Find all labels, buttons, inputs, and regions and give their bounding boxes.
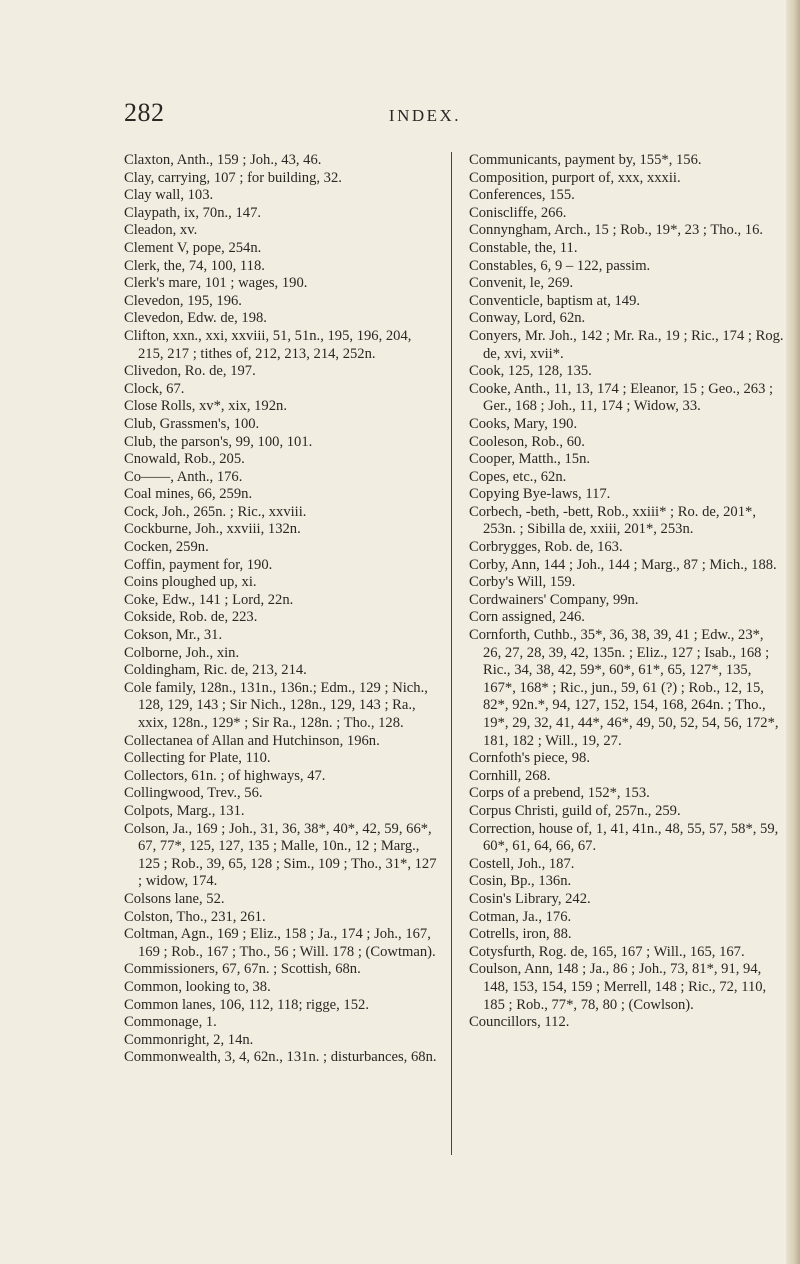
page-header (0, 98, 800, 138)
index-entry: Coldingham, Ric. de, 213, 214. (124, 662, 307, 679)
index-entry: Colson, Ja., 169 ; Joh., 31, 36, 38*, 40*, 42, 59, 66*, 67, 77*, 125, 127, 135 ; Malle, 10n., 12 ; Marg., 125 ; Rob., 39, 65, 128 ; Sim., 109 ; Tho., 31*, 127 ; widow, 174. (124, 820, 437, 890)
index-entry: Clerk, the, 74, 100, 118. (124, 257, 265, 274)
index-entry: Cockburne, Joh., xxviii, 132n. (124, 521, 301, 538)
index-entry: Claypath, ix, 70n., 147. (124, 204, 262, 221)
index-entry: Cokson, Mr., 31. (124, 627, 223, 644)
index-entry: Cocken, 259n. (124, 539, 209, 556)
index-entry: Club, the parson's, 99, 100, 101. (124, 433, 313, 450)
left-column (124, 152, 439, 1067)
index-entry: Cornhill, 268. (469, 767, 551, 784)
index-entry: Costell, Joh., 187. (469, 855, 575, 872)
index-entry: Collectors, 61n. ; of highways, 47. (124, 767, 326, 784)
index-entry: Collingwood, Trev., 56. (124, 785, 263, 802)
page-edge (786, 0, 800, 1264)
index-entry: Copes, etc., 62n. (469, 468, 567, 485)
index-entry: Commissioners, 67, 67n. ; Scottish, 68n. (124, 961, 361, 978)
index-entry: Copying Bye-laws, 117. (469, 486, 611, 503)
index-entry: Cordwainers' Company, 99n. (469, 591, 639, 608)
index-entry: Conyers, Mr. Joh., 142 ; Mr. Ra., 19 ; Ric., 174 ; Rog. de, xvi, xvii*. (469, 327, 784, 362)
index-entry: Co——, Anth., 176. (124, 468, 243, 485)
index-entry: Cock, Joh., 265n. ; Ric., xxviii. (124, 503, 307, 520)
index-entry: Clay wall, 103. (124, 187, 214, 204)
index-entry: Conway, Lord, 62n. (469, 310, 586, 327)
index-entry: Clerk's mare, 101 ; wages, 190. (124, 275, 308, 292)
index-entry: Corbrygges, Rob. de, 163. (469, 539, 623, 556)
right-column (469, 152, 784, 1032)
index-entry: Clement V, pope, 254n. (124, 239, 262, 256)
index-entry: Coffin, payment for, 190. (124, 556, 273, 573)
index-entry: Collecting for Plate, 110. (124, 750, 271, 767)
running-head: INDEX. (388, 106, 462, 125)
index-entry: Close Rolls, xv*, xix, 192n. (124, 398, 287, 415)
index-entry: Cokside, Rob. de, 223. (124, 609, 258, 626)
index-entry: Coke, Edw., 141 ; Lord, 22n. (124, 591, 294, 608)
index-entry: Cotrells, iron, 88. (469, 926, 572, 943)
index-entry: Club, Grassmen's, 100. (124, 415, 260, 432)
index-entry: Councillors, 112. (469, 1014, 570, 1031)
index-entry: Coniscliffe, 266. (469, 204, 567, 221)
index-entry: Claxton, Anth., 159 ; Joh., 43, 46. (124, 152, 322, 168)
index-entry: Coltman, Agn., 169 ; Eliz., 158 ; Ja., 174 ; Joh., 167, 169 ; Rob., 167 ; Tho., 56 ; Will. 178 ; (Cowtman). (124, 926, 436, 960)
index-entry: Corby's Will, 159. (469, 574, 576, 591)
index-entry: Common, looking to, 38. (124, 978, 271, 995)
index-entry: Cleadon, xv. (124, 222, 198, 239)
index-entry: Clifton, xxn., xxi, xxviii, 51, 51n., 195, 196, 204, 215, 217 ; tithes of, 212, 213, 214, 252n. (124, 327, 412, 362)
index-entry: Cosin, Bp., 136n. (469, 873, 572, 890)
index-entry: Cooper, Matth., 15n. (469, 451, 591, 468)
index-entry: Connyngham, Arch., 15 ; Rob., 19*, 23 ; Tho., 16. (469, 222, 764, 239)
index-entry: Clevedon, 195, 196. (124, 292, 242, 309)
index-entry: Clock, 67. (124, 380, 185, 397)
index-entry: Corby, Ann, 144 ; Joh., 144 ; Marg., 87 ; Mich., 188. (469, 556, 777, 573)
index-entry: Colston, Tho., 231, 261. (124, 908, 266, 925)
page-number: 282 (124, 98, 165, 127)
index-entry: Corpus Christi, guild of, 257n., 259. (469, 802, 681, 819)
index-entry: Cooke, Anth., 11, 13, 174 ; Eleanor, 15 ; Geo., 263 ; Ger., 168 ; Joh., 11, 174 ; Widow, 33. (469, 380, 774, 415)
column-divider (451, 152, 452, 1155)
index-entry: Commonage, 1. (124, 1014, 217, 1031)
index-entry: Cornfoth's piece, 98. (469, 750, 590, 767)
index-entry: Clevedon, Edw. de, 198. (124, 310, 267, 327)
index-entry: Collectanea of Allan and Hutchinson, 196n. (124, 732, 380, 749)
index-entry: Coins ploughed up, xi. (124, 574, 257, 591)
index-entry: Cook, 125, 128, 135. (469, 363, 592, 380)
index-entry: Convenit, le, 269. (469, 275, 574, 292)
index-entry: Colsons lane, 52. (124, 890, 225, 907)
index-entry: Clay, carrying, 107 ; for building, 32. (124, 169, 342, 186)
index-entry: Constables, 6, 9 – 122, passim. (469, 257, 651, 274)
index-entry: Cooks, Mary, 190. (469, 415, 578, 432)
index-entry: Corn assigned, 246. (469, 609, 585, 626)
index-entry: Conventicle, baptism at, 149. (469, 292, 641, 309)
index-entry: Commonwealth, 3, 4, 62n., 131n. ; disturbances, 68n. (124, 1049, 437, 1066)
index-entry: Cosin's Library, 242. (469, 890, 591, 907)
index-entry: Cooleson, Rob., 60. (469, 433, 585, 450)
index-entry: Cotysfurth, Rog. de, 165, 167 ; Will., 165, 167. (469, 943, 745, 960)
index-entry: Cotman, Ja., 176. (469, 908, 572, 925)
index-entry: Colpots, Marg., 131. (124, 802, 245, 819)
index-entry: Colborne, Joh., xin. (124, 644, 240, 661)
index-entry: Commonright, 2, 14n. (124, 1031, 254, 1048)
index-entry: Coal mines, 66, 259n. (124, 486, 253, 503)
index-entry: Communicants, payment by, 155*, 156. (469, 152, 702, 168)
index-entry: Clivedon, Ro. de, 197. (124, 363, 256, 380)
index-entry: Corps of a prebend, 152*, 153. (469, 785, 650, 802)
index-entry: Coulson, Ann, 148 ; Ja., 86 ; Joh., 73, 81*, 91, 94, 148, 153, 154, 159 ; Merrell, 148 ; Ric., 72, 110, 185 ; Rob., 77*, 78, 80 ; (Cowlson). (469, 961, 767, 1013)
index-entry: Common lanes, 106, 112, 118; rigge, 152. (124, 996, 369, 1013)
index-entry: Cornforth, Cuthb., 35*, 36, 38, 39, 41 ; Edw., 23*, 26, 27, 28, 39, 42, 135n. ; Eliz., 127 ; Isab., 168 ; Ric., 34, 38, 42, 59*, 60*, 61*, 65, 127*, 135, 167*, 168* ; Ric., jun., 59, 61 (?) ; Rob., 12, 15, 82*, 92n.*, 94, 127, 152, 154, 168, 264n. ; Tho., 19*, 29, 32, 41, 44*, 46*, 49, 50, 52, 54, 56, 172*, 181, 182 ; Will., 19, 27. (469, 627, 779, 749)
index-entry: Cole family, 128n., 131n., 136n.; Edm., 129 ; Nich., 128, 129, 143 ; Sir Nich., 128n., 129, 143 ; Ra., xxix, 128n., 129* ; Sir Ra., 128n. ; Tho., 128. (124, 679, 428, 731)
index-entry: Corbech, -beth, -bett, Rob., xxiii* ; Ro. de, 201*, 253n. ; Sibilla de, xxiii, 201*, 253n. (469, 503, 756, 538)
index-entry: Cnowald, Rob., 205. (124, 451, 245, 468)
index-entry: Constable, the, 11. (469, 239, 578, 256)
index-entry: Composition, purport of, xxx, xxxii. (469, 169, 681, 186)
index-entry: Correction, house of, 1, 41, 41n., 48, 55, 57, 58*, 59, 60*, 61, 64, 66, 67. (469, 820, 779, 855)
index-entry: Conferences, 155. (469, 187, 575, 204)
